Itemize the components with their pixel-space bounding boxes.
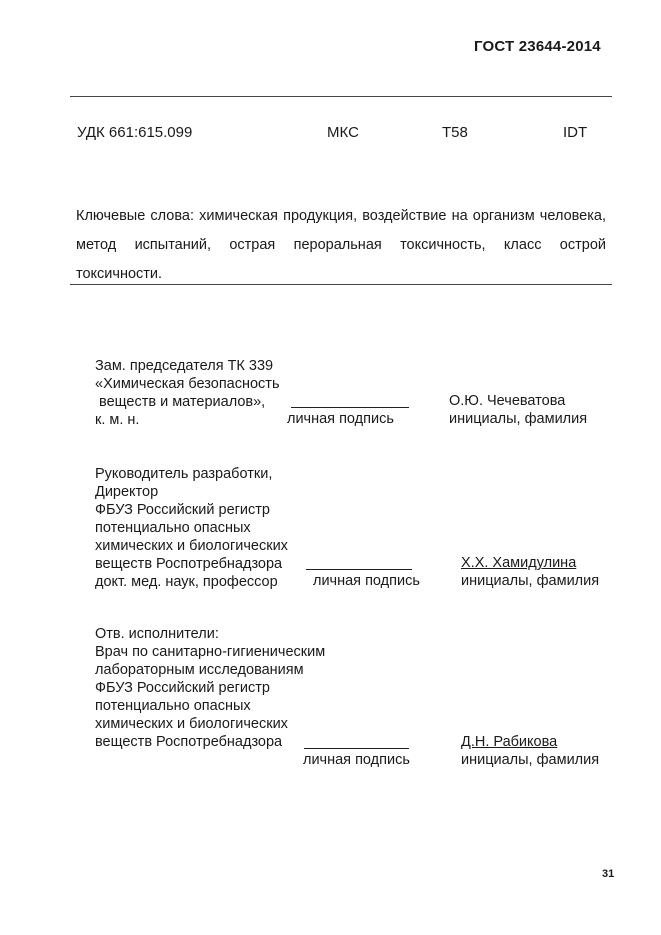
position-line: потенциально опасных <box>95 698 251 714</box>
position-line: химических и биологических <box>95 538 288 554</box>
position-line: веществ и материалов», <box>95 394 266 410</box>
bottom-divider <box>70 284 612 285</box>
position-line: потенциально опасных <box>95 520 251 536</box>
signature-line-2 <box>306 569 412 570</box>
okp-code: Т58 <box>442 124 468 141</box>
mks-code: МКС <box>327 124 359 141</box>
signature-line-3 <box>304 748 409 749</box>
idt-label: IDT <box>563 124 588 141</box>
keywords-paragraph: Ключевые слова: химическая продукция, воздействие на организм человека, метод испытаний, острая пероральная токсичность, класс острой токсичности. <box>76 208 606 282</box>
signature-caption-2: личная подпись <box>313 573 420 589</box>
signature-caption-1: личная подпись <box>287 411 394 427</box>
top-divider <box>70 96 612 97</box>
signatory-2-name: Х.Х. Хамидулина <box>461 555 577 571</box>
name-caption-1: инициалы, фамилия <box>449 411 588 427</box>
udk-code: УДК 661:615.099 <box>77 124 193 141</box>
position-line: лабораторным исследованиям <box>95 662 304 678</box>
page-number: 31 <box>602 868 615 880</box>
signatory-3-position <box>95 607 325 769</box>
signature-caption-3: личная подпись <box>303 752 410 768</box>
position-line: веществ Роспотребнадзора <box>95 734 283 750</box>
position-line: Директор <box>95 484 159 500</box>
standard-number: ГОСТ 23644-2014 <box>474 38 601 55</box>
name-caption-2: инициалы, фамилия <box>461 573 600 589</box>
signatory-2-position <box>95 447 288 609</box>
signatory-1-position <box>95 339 280 447</box>
signatory-3-name: Д.Н. Рабикова <box>461 734 558 750</box>
name-caption-3: инициалы, фамилия <box>461 752 600 768</box>
position-line: веществ Роспотребнадзора <box>95 556 283 572</box>
position-line: Руководитель разработки, <box>95 466 273 482</box>
position-line: Врач по санитарно-гигиеническим <box>95 644 326 660</box>
position-line: ФБУЗ Российский регистр <box>95 502 270 518</box>
position-line: докт. мед. наук, профессор <box>95 574 278 590</box>
position-line: ФБУЗ Российский регистр <box>95 680 270 696</box>
signatory-1-name: О.Ю. Чечеватова <box>449 393 566 409</box>
position-line: Отв. исполнители: <box>95 626 219 642</box>
position-line: «Химическая безопасность <box>95 376 280 392</box>
position-line: к. м. н. <box>95 412 140 428</box>
position-line: Зам. председателя ТК 339 <box>95 358 274 374</box>
position-line: химических и биологических <box>95 716 288 732</box>
signature-line-1 <box>291 407 409 408</box>
